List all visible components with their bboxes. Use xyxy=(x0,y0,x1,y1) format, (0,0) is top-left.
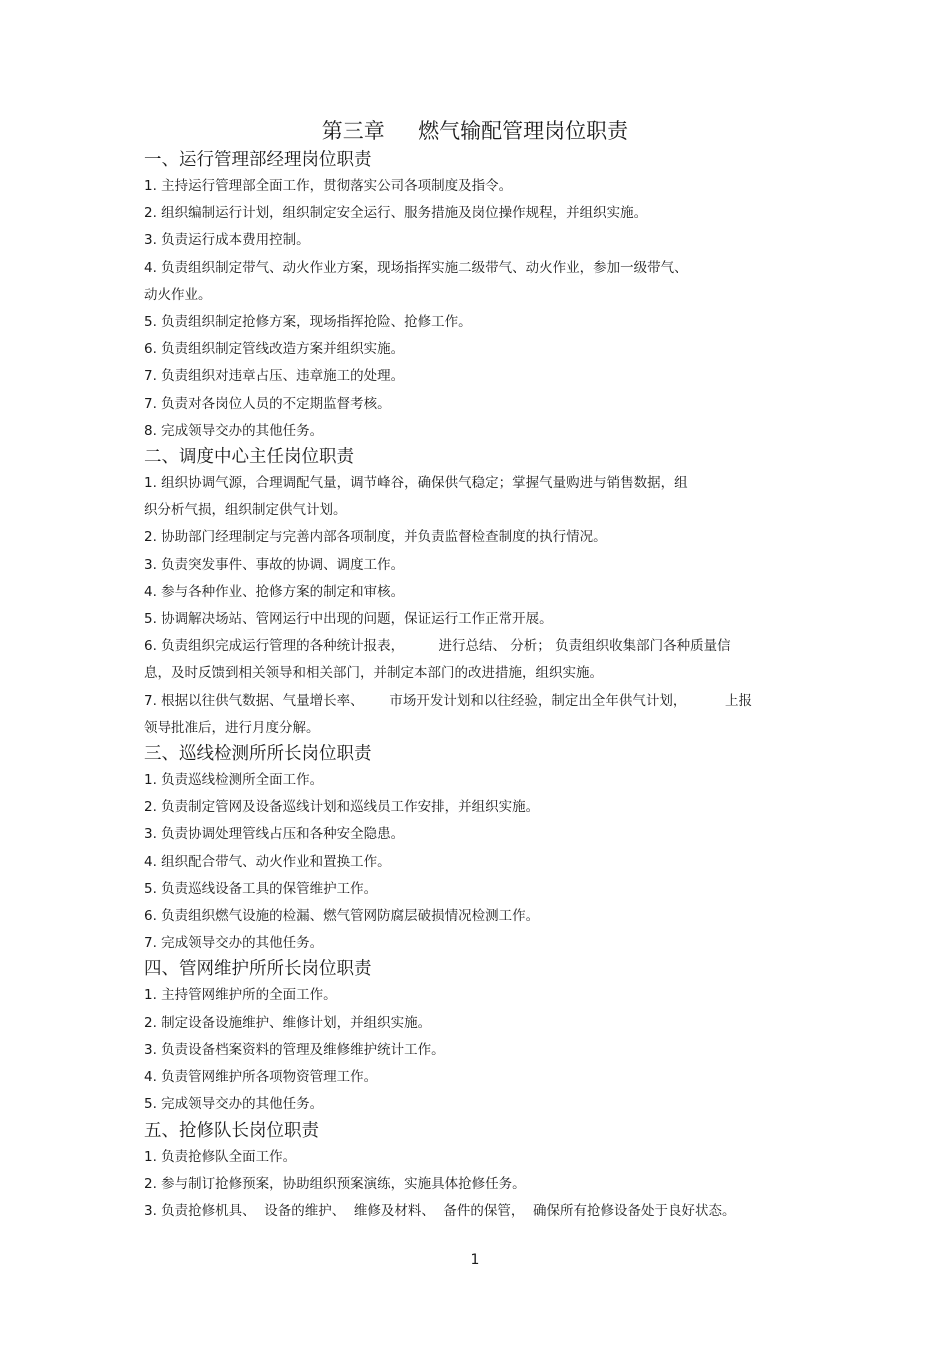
list-item-continuation: 织分析气损，组织制定供气计划。 xyxy=(144,502,347,519)
section-heading: 二、调度中心主任岗位职责 xyxy=(144,447,354,468)
section-heading: 四、管网维护所所长岗位职责 xyxy=(144,959,372,980)
list-item: 1. 主持管网维护所的全面工作。 xyxy=(144,987,337,1004)
list-item: 3. 负责运行成本费用控制。 xyxy=(144,232,310,249)
list-item: 3. 负责协调处理管线占压和各种安全隐患。 xyxy=(144,826,405,843)
page-number: 1 xyxy=(470,1252,480,1268)
list-item: 2. 制定设备设施维护、维修计划，并组织实施。 xyxy=(144,1014,432,1031)
section-heading: 三、巡线检测所所长岗位职责 xyxy=(144,744,372,765)
list-item: 6. 负责组织制定管线改造方案并组织实施。 xyxy=(144,341,405,358)
section-heading: 五、抢修队长岗位职责 xyxy=(144,1120,319,1141)
list-item: 7. 完成领导交办的其他任务。 xyxy=(144,935,324,952)
list-item: 5. 完成领导交办的其他任务。 xyxy=(144,1096,324,1113)
list-item-continuation: 息，及时反馈到相关领导和相关部门，并制定本部门的改进措施，组织实施。 xyxy=(144,665,603,682)
list-item: 4. 负责管网维护所各项物资管理工作。 xyxy=(144,1069,378,1086)
list-item: 2. 参与制订抢修预案，协助组织预案演练，实施具体抢修任务。 xyxy=(144,1175,526,1192)
list-item: 7. 负责对各岗位人员的不定期监督考核。 xyxy=(144,395,391,412)
list-item: 8. 完成领导交办的其他任务。 xyxy=(144,422,324,439)
list-item: 4. 组织配合带气、动火作业和置换工作。 xyxy=(144,853,391,870)
list-item: 3. 负责设备档案资料的管理及维修维护统计工作。 xyxy=(144,1041,445,1058)
list-item: 7. 根据以往供气数据、气量增长率、 市场开发计划和以往经验，制定出全年供气计划， 上报 xyxy=(144,692,753,709)
section-heading: 一、运行管理部经理岗位职责 xyxy=(144,150,372,170)
list-item: 1. 主持运行管理部全面工作，贯彻落实公司各项制度及指令。 xyxy=(144,178,513,194)
page-title: 第三章 燃气输配管理岗位职责 xyxy=(321,119,629,143)
list-item: 5. 负责组织制定抢修方案，现场指挥抢险、抢修工作。 xyxy=(144,314,472,331)
list-item: 5. 协调解决场站、管网运行中出现的问题，保证运行工作正常开展。 xyxy=(144,611,553,628)
list-item-continuation: 动火作业。 xyxy=(144,286,212,303)
list-item: 5. 负责巡线设备工具的保管维护工作。 xyxy=(144,880,378,897)
list-item: 4. 参与各种作业、抢修方案的制定和审核。 xyxy=(144,583,405,600)
list-item: 6. 负责组织燃气设施的检漏、燃气管网防腐层破损情况检测工作。 xyxy=(144,908,540,925)
list-item: 1. 组织协调气源，合理调配气量，调节峰谷，确保供气稳定；掌握气量购进与销售数据，组 xyxy=(144,475,688,492)
list-item: 6. 负责组织完成运行管理的各种统计报表， 进行总结、 分析； 负责组织收集部门各种质量信 xyxy=(144,638,731,655)
list-item: 1. 负责巡线检测所全面工作。 xyxy=(144,772,324,789)
list-item: 2. 负责制定管网及设备巡线计划和巡线员工作安排，并组织实施。 xyxy=(144,799,540,816)
list-item: 2. 协助部门经理制定与完善内部各项制度，并负责监督检查制度的执行情况。 xyxy=(144,529,607,546)
list-item: 3. 负责突发事件、事故的协调、调度工作。 xyxy=(144,556,405,573)
list-item: 3. 负责抢修机具、 设备的维护、 维修及材料、 备件的保管， 确保所有抢修设备处于良好状态。 xyxy=(144,1202,736,1219)
document-body xyxy=(144,148,824,1225)
list-item: 1. 负责抢修队全面工作。 xyxy=(144,1148,297,1165)
list-item: 4. 负责组织制定带气、动火作业方案，现场指挥实施二级带气、动火作业，参加一级带气、 xyxy=(144,259,688,276)
list-item: 2. 组织编制运行计划，组织制定安全运行、服务措施及岗位操作规程，并组织实施。 xyxy=(144,205,648,222)
list-item: 7. 负责组织对违章占压、违章施工的处理。 xyxy=(144,368,405,385)
list-item-continuation: 领导批准后，进行月度分解。 xyxy=(144,719,320,736)
